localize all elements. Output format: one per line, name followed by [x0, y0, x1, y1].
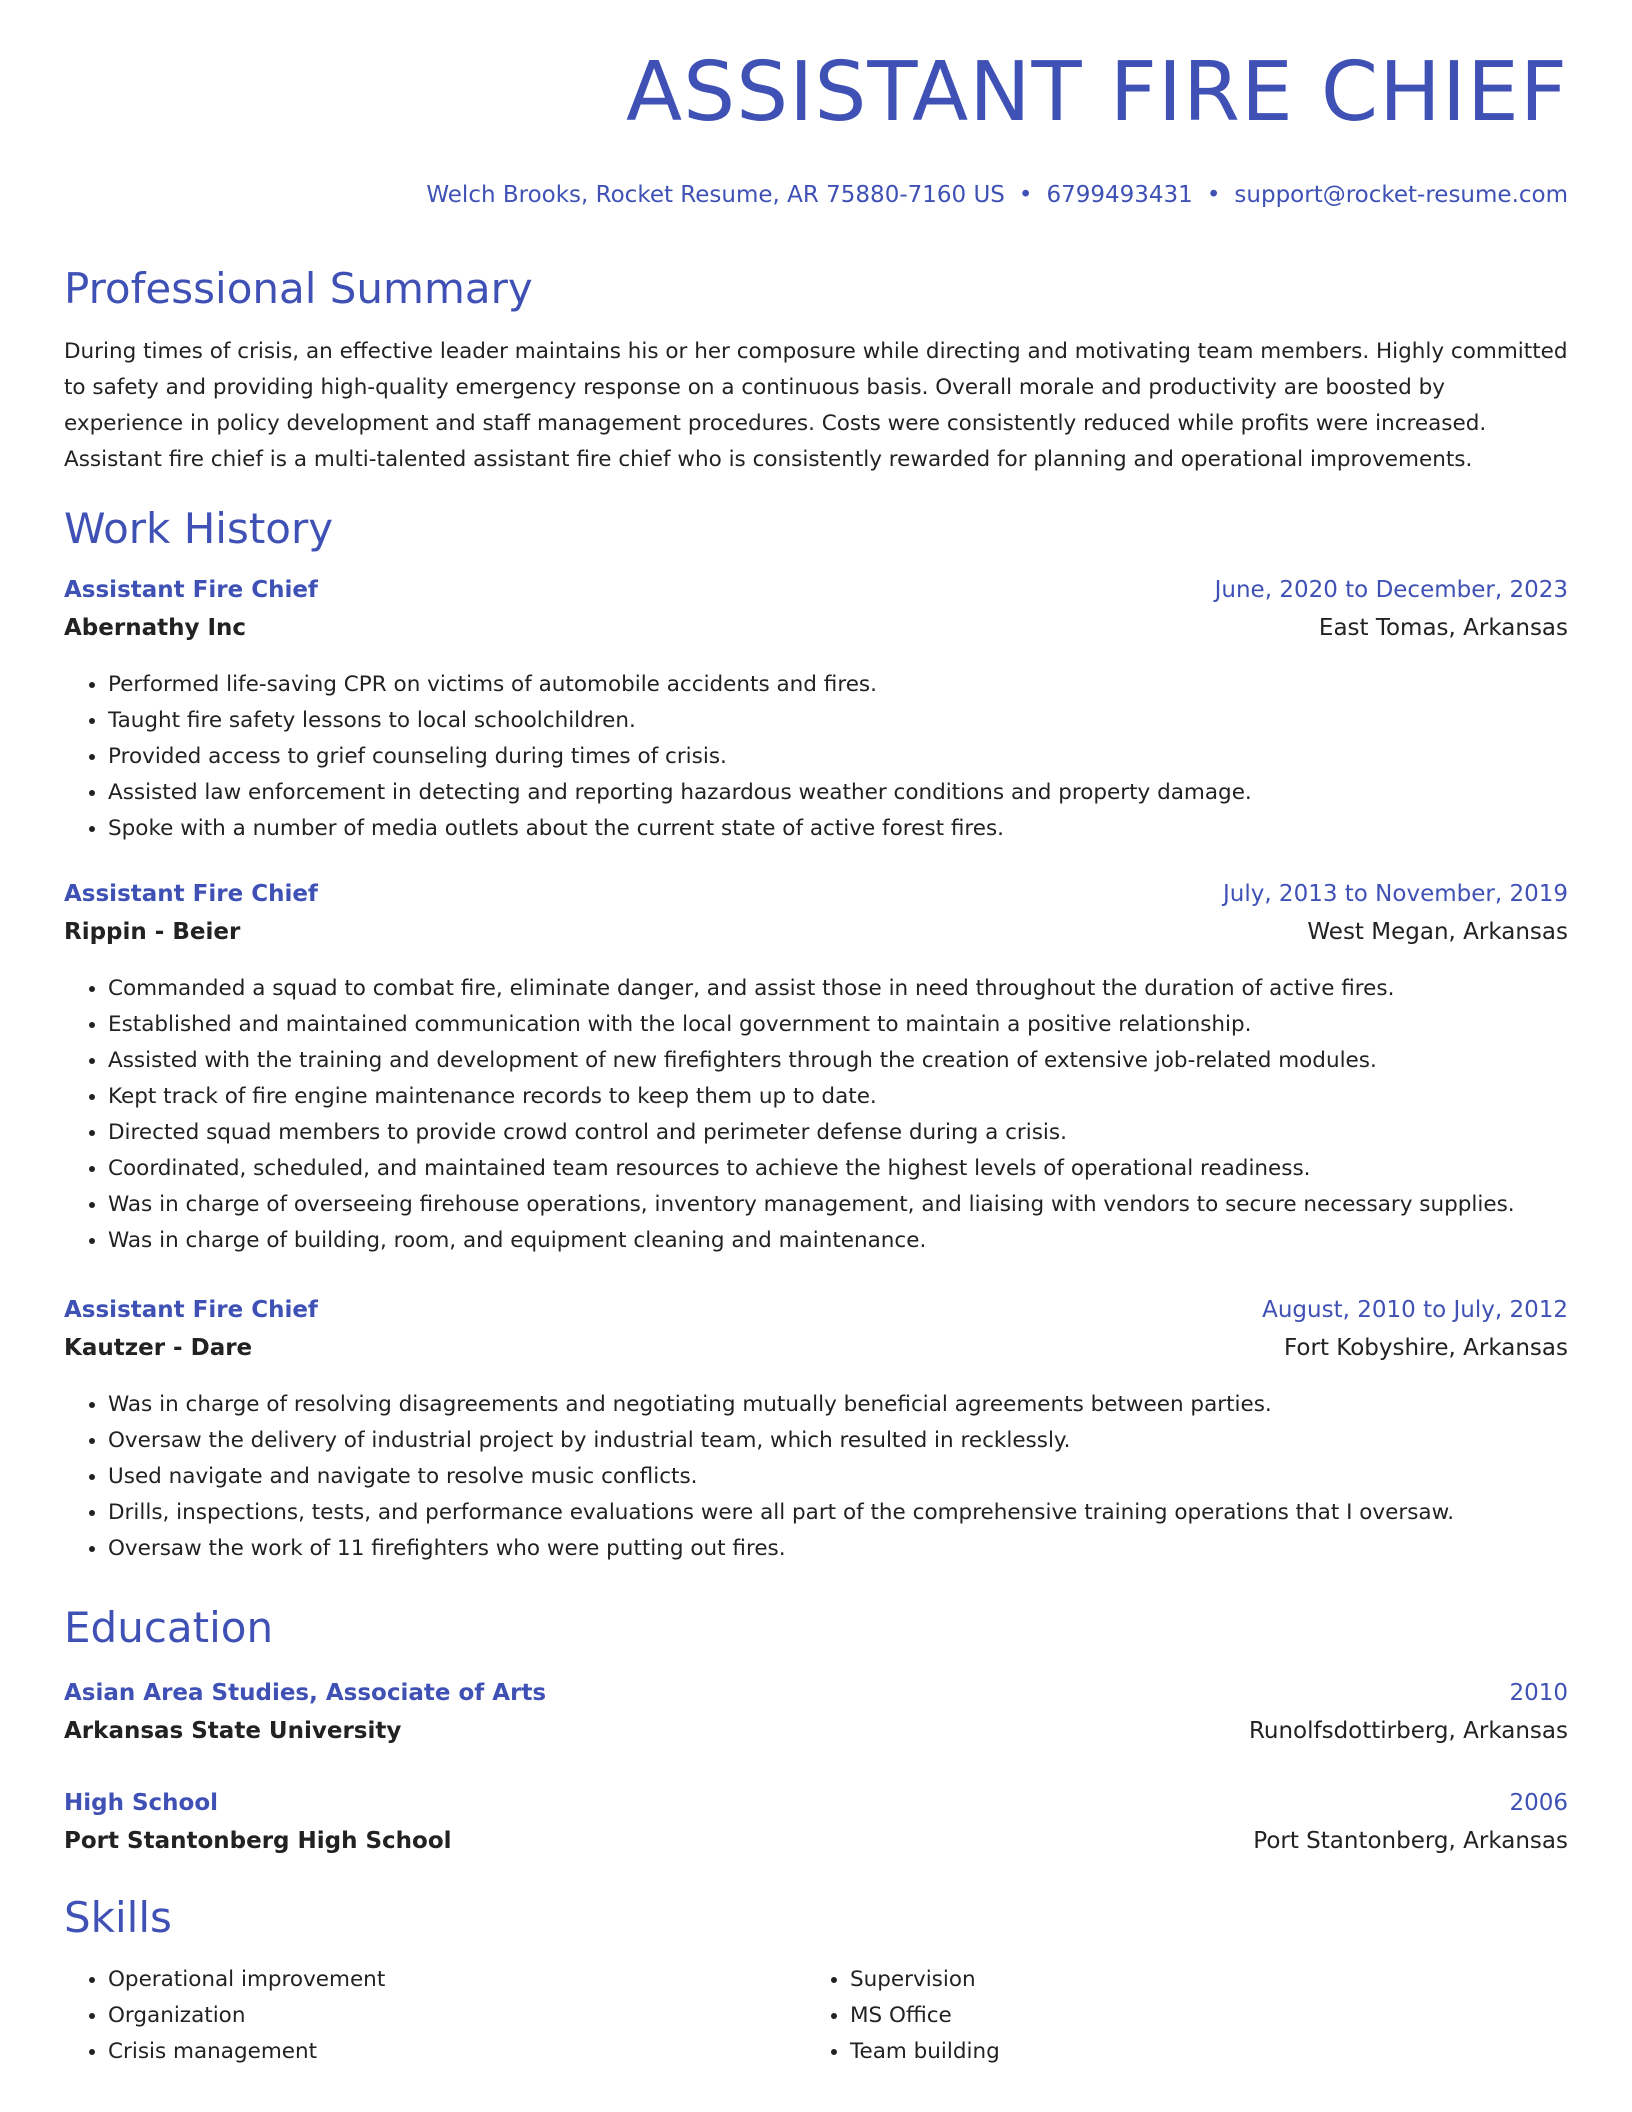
summary-heading: Professional Summary	[64, 264, 533, 313]
job-company: Kautzer - Dare	[64, 1335, 253, 1361]
education-school-row	[64, 1828, 1568, 1866]
job-company-row	[64, 615, 1568, 653]
job-title: Assistant Fire Chief	[64, 1297, 318, 1323]
skills-list	[64, 1962, 385, 2070]
contact-address: Welch Brooks, Rocket Resume, AR 75880-7160 US	[426, 182, 1005, 208]
job-bullet: • Assisted with the training and development of new firefighters through the creation of extensive job-related modules.	[108, 1043, 1568, 1079]
job-bullet-list	[64, 667, 1568, 847]
skills-column-right	[806, 1962, 1000, 2070]
job-bullet: • Was in charge of overseeing firehouse operations, inventory management, and liaising with vendors to secure necessary supplies.	[108, 1187, 1568, 1223]
job-bullet: • Coordinated, scheduled, and maintained team resources to achieve the highest levels of operational readiness.	[108, 1151, 1568, 1187]
job-bullet: • Oversaw the work of 11 firefighters who were putting out fires.	[108, 1531, 1568, 1567]
job-dates: July, 2013 to November, 2019	[1222, 881, 1568, 907]
job-dates: June, 2020 to December, 2023	[1214, 577, 1568, 603]
contact-separator: •	[1018, 182, 1033, 208]
education-location: Runolfsdottirberg, Arkansas	[1248, 1718, 1568, 1744]
job-company: Rippin - Beier	[64, 919, 241, 945]
job-company: Abernathy Inc	[64, 615, 247, 641]
skill-item: • Crisis management	[108, 2034, 385, 2070]
job-entry	[64, 1297, 1568, 1567]
contact-email: support@rocket-resume.com	[1234, 182, 1568, 208]
job-company-row	[64, 1335, 1568, 1373]
job-bullet: • Commanded a squad to combat fire, eliminate danger, and assist those in need throughout the duration of active fires.	[108, 971, 1568, 1007]
job-bullet: • Directed squad members to provide crowd control and perimeter defense during a crisis.	[108, 1115, 1568, 1151]
education-degree: High School	[64, 1790, 219, 1816]
job-bullet: • Kept track of fire engine maintenance records to keep them up to date.	[108, 1079, 1568, 1115]
job-header-row	[64, 577, 1568, 615]
job-bullet: • Spoke with a number of media outlets about the current state of active forest fires.	[108, 811, 1568, 847]
skills-list	[806, 1962, 1000, 2070]
job-header-row	[64, 881, 1568, 919]
skill-item: • Supervision	[850, 1962, 1000, 1998]
education-year: 2006	[1509, 1790, 1568, 1816]
education-entry	[64, 1790, 1568, 1866]
job-company-row	[64, 919, 1568, 957]
skills-column-left	[64, 1962, 385, 2070]
skill-item: • MS Office	[850, 1998, 1000, 2034]
job-bullet-list	[64, 971, 1568, 1259]
job-entry	[64, 881, 1568, 1259]
resume-title: ASSISTANT FIRE CHIEF	[625, 45, 1568, 140]
job-bullet: • Established and maintained communication with the local government to maintain a positive relationship.	[108, 1007, 1568, 1043]
education-location: Port Stantonberg, Arkansas	[1253, 1828, 1568, 1854]
job-location: West Megan, Arkansas	[1307, 919, 1568, 945]
contact-line	[426, 182, 1568, 208]
education-degree: Asian Area Studies, Associate of Arts	[64, 1680, 547, 1706]
job-bullet: • Was in charge of resolving disagreements and negotiating mutually beneficial agreements between parties.	[108, 1387, 1568, 1423]
education-heading: Education	[64, 1603, 274, 1652]
job-bullet: • Taught fire safety lessons to local schoolchildren.	[108, 703, 1568, 739]
skill-item: • Operational improvement	[108, 1962, 385, 1998]
summary-text: During times of crisis, an effective leader maintains his or her composure while directing and motivating team members. Highly committed to safety and providing high-quality emergency response on a continuous basis. Overall morale and productivity are boosted by experience in policy development and staff management procedures. Costs were consistently reduced while profits were increased. Assistant fire chief is a multi-talented assistant fire chief who is consistently rewarded for planning and operational improvements.	[64, 339, 1568, 472]
education-school: Port Stantonberg High School	[64, 1828, 452, 1854]
education-header-row	[64, 1790, 1568, 1828]
contact-separator: •	[1206, 182, 1221, 208]
job-bullet: • Used navigate and navigate to resolve music conflicts.	[108, 1459, 1568, 1495]
job-location: East Tomas, Arkansas	[1318, 615, 1568, 641]
education-school-row	[64, 1718, 1568, 1756]
skill-item: • Organization	[108, 1998, 385, 2034]
job-bullet: • Oversaw the delivery of industrial project by industrial team, which resulted in recklessly.	[108, 1423, 1568, 1459]
skill-item: • Team building	[850, 2034, 1000, 2070]
job-bullet: • Assisted law enforcement in detecting and reporting hazardous weather conditions and property damage.	[108, 775, 1568, 811]
contact-phone: 6799493431	[1046, 182, 1193, 208]
education-header-row	[64, 1680, 1568, 1718]
job-bullet: • Provided access to grief counseling during times of crisis.	[108, 739, 1568, 775]
job-dates: August, 2010 to July, 2012	[1262, 1297, 1568, 1323]
job-title: Assistant Fire Chief	[64, 577, 318, 603]
job-bullet: • Was in charge of building, room, and equipment cleaning and maintenance.	[108, 1223, 1568, 1259]
job-title: Assistant Fire Chief	[64, 881, 318, 907]
skills-heading: Skills	[64, 1893, 172, 1942]
education-entry	[64, 1680, 1568, 1756]
job-bullet: • Drills, inspections, tests, and performance evaluations were all part of the comprehensive training operations that I oversaw.	[108, 1495, 1568, 1531]
job-header-row	[64, 1297, 1568, 1335]
work-history-heading: Work History	[64, 504, 334, 553]
job-bullet: • Performed life-saving CPR on victims of automobile accidents and fires.	[108, 667, 1568, 703]
job-location: Fort Kobyshire, Arkansas	[1284, 1335, 1568, 1361]
education-year: 2010	[1509, 1680, 1568, 1706]
job-bullet-list	[64, 1387, 1568, 1567]
job-entry	[64, 577, 1568, 847]
education-school: Arkansas State University	[64, 1718, 402, 1744]
